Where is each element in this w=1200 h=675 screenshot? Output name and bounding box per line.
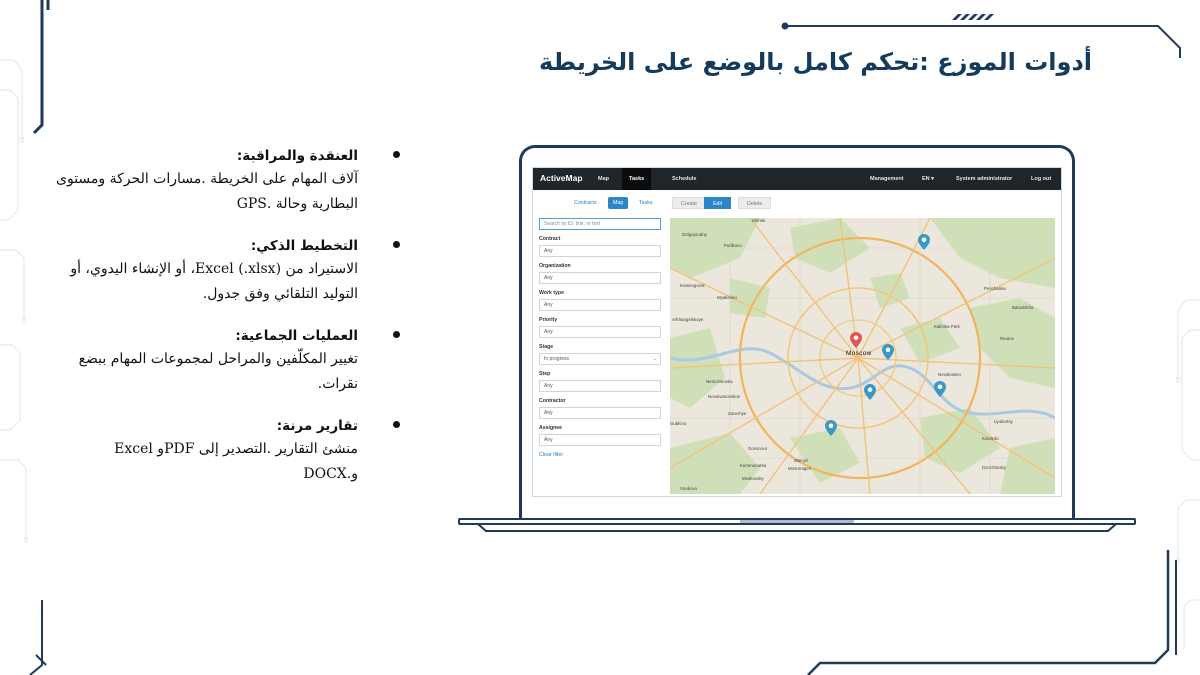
- filter-priority[interactable]: [539, 326, 661, 338]
- feature-heading: العنقدة والمراقبة:: [236, 148, 358, 164]
- subtab-contracts[interactable]: Contracts: [574, 200, 597, 206]
- filter-value: Any: [544, 275, 553, 281]
- filter-value: Any: [544, 248, 553, 254]
- map-label: Govorovo: [748, 446, 768, 451]
- subtab-map[interactable]: Map: [608, 197, 628, 209]
- filter-value: Any: [544, 383, 553, 389]
- feature-item-clustering: [55, 145, 400, 217]
- feature-item-bulk-operations: [55, 325, 400, 397]
- filter-label-work-type: Work type: [539, 290, 564, 296]
- feature-text-line: الاستيراد من (Excel (.xlsx، أو الإنشاء اليدوي، أو: [70, 261, 358, 277]
- bullet-dot: [393, 331, 400, 338]
- slide-title: أدوات الموزع :تحكم كامل بالوضع على الخريطة: [538, 48, 1092, 76]
- filter-label-organization: Organization: [539, 263, 571, 269]
- filter-value: Any: [544, 410, 553, 416]
- bullet-dot: [393, 421, 400, 428]
- filter-panel: [539, 218, 665, 458]
- feature-text-line: تغيير المكلّفين والمراحل لمجموعات المهام ببضع: [78, 351, 358, 367]
- map-label: Khimki: [752, 218, 766, 223]
- map-label: Reutov: [1000, 336, 1014, 341]
- map-label: Mosrentgen: [788, 466, 812, 471]
- map-label: Vnukovo: [680, 486, 698, 491]
- filter-label-contractor: Contractor: [539, 398, 566, 404]
- language-selector[interactable]: EN ▾: [922, 176, 934, 182]
- feature-text-line: آلاف المهام على الخريطة .مسارات الحركة ومستوى: [56, 171, 358, 187]
- nav-map[interactable]: Map: [598, 176, 609, 182]
- feature-text-line: و.DOCX: [303, 466, 358, 482]
- feature-heading: العمليات الجماعية:: [235, 328, 358, 344]
- map-city-label: Moscow: [846, 350, 872, 357]
- map-pin-icon[interactable]: [934, 381, 946, 397]
- app-screenshot: [532, 167, 1062, 497]
- map-label: Moskovsky: [742, 476, 764, 481]
- user-menu[interactable]: System administrator: [956, 176, 1013, 182]
- map-view[interactable]: [670, 218, 1055, 494]
- laptop-base: [458, 518, 1136, 533]
- filter-contract[interactable]: [539, 245, 661, 257]
- map-label: Novokosino: [938, 372, 961, 377]
- feature-text-line: البطارية وحالة .GPS: [236, 196, 358, 212]
- circuit-pattern-right: [1176, 300, 1200, 650]
- view-toolbar: [533, 194, 1062, 212]
- chevron-down-icon: ⌄: [652, 356, 657, 362]
- bullet-dot: [393, 241, 400, 248]
- map-pin-icon[interactable]: [918, 234, 930, 250]
- map-label: Krasnogorsk: [680, 283, 705, 288]
- app-navbar: [533, 168, 1062, 190]
- map-label: Mamyri: [794, 458, 809, 463]
- filter-label-stage: Stage: [539, 344, 554, 350]
- filter-assignee[interactable]: [539, 434, 661, 446]
- nav-schedule[interactable]: Schedule: [672, 176, 697, 182]
- filter-value: Any: [544, 437, 553, 443]
- map-label: Kalinina Park: [934, 324, 960, 329]
- bullet-dot: [393, 151, 400, 158]
- map-pin-icon[interactable]: [850, 332, 862, 348]
- filter-contractor[interactable]: [539, 407, 661, 419]
- feature-list: [55, 145, 400, 505]
- feature-item-reports: [55, 415, 400, 487]
- filter-value: In progress: [544, 356, 570, 362]
- map-label: Kommunarka: [740, 463, 767, 468]
- filter-step[interactable]: [539, 380, 661, 392]
- filter-organization[interactable]: [539, 272, 661, 284]
- map-label: Putilkovo: [724, 243, 742, 248]
- circuit-pattern-left: [0, 60, 28, 542]
- filter-label-contract: Contract: [539, 236, 561, 242]
- map-label: Gubkino: [670, 421, 687, 426]
- create-button[interactable]: Create: [672, 197, 706, 209]
- filter-label-step: Step: [539, 371, 551, 377]
- filter-value: Any: [544, 329, 553, 335]
- app-logo[interactable]: ActiveMap: [540, 173, 583, 183]
- search-input[interactable]: Search by ID, title, or text: [539, 218, 661, 230]
- map-label: Kotelniki: [982, 436, 999, 441]
- map-label: Peschanka: [984, 286, 1006, 291]
- map-label: Myakinino: [717, 295, 737, 300]
- map-label: Balashikha: [1012, 305, 1034, 310]
- map-pin-icon[interactable]: [864, 384, 876, 400]
- map-label: Dolgoprudny: [682, 232, 707, 237]
- map-label: Dzerzhinsky: [982, 465, 1006, 470]
- feature-item-smart-planning: [55, 235, 400, 307]
- map-label: Nemchinovka: [706, 379, 733, 384]
- map-label: Lyubertsy: [994, 419, 1013, 424]
- feature-text-line: التوليد التلقائي وفق جدول.: [202, 286, 358, 302]
- feature-heading: تقارير مرنة:: [276, 418, 358, 434]
- clear-filter-link[interactable]: Clear filter: [539, 452, 564, 458]
- map-pin-icon[interactable]: [882, 344, 894, 360]
- delete-button[interactable]: Delete: [738, 197, 771, 209]
- map-label: Arkhangelskoye: [672, 317, 704, 322]
- filter-label-priority: Priority: [539, 317, 558, 323]
- filter-value: Any: [544, 302, 553, 308]
- feature-text-line: منشئ التقارير .التصدير إلى PDFو Excel: [114, 441, 358, 457]
- nav-tasks[interactable]: Tasks: [622, 168, 651, 190]
- map-pin-icon[interactable]: [825, 420, 837, 436]
- map-label: Novoivanovskoe: [708, 394, 741, 399]
- filter-label-assignee: Assignee: [539, 425, 563, 431]
- feature-heading: التخطيط الذكي:: [250, 238, 358, 254]
- filter-work-type[interactable]: [539, 299, 661, 311]
- feature-text-line: نقرات.: [317, 376, 358, 392]
- subtab-tasks[interactable]: Tasks: [639, 200, 653, 206]
- logout-button[interactable]: Log out: [1031, 176, 1052, 182]
- edit-button[interactable]: Edit: [704, 197, 731, 209]
- filter-stage-select[interactable]: [539, 353, 661, 365]
- map-label: Zarechye: [728, 411, 747, 416]
- nav-management[interactable]: Management: [870, 176, 904, 182]
